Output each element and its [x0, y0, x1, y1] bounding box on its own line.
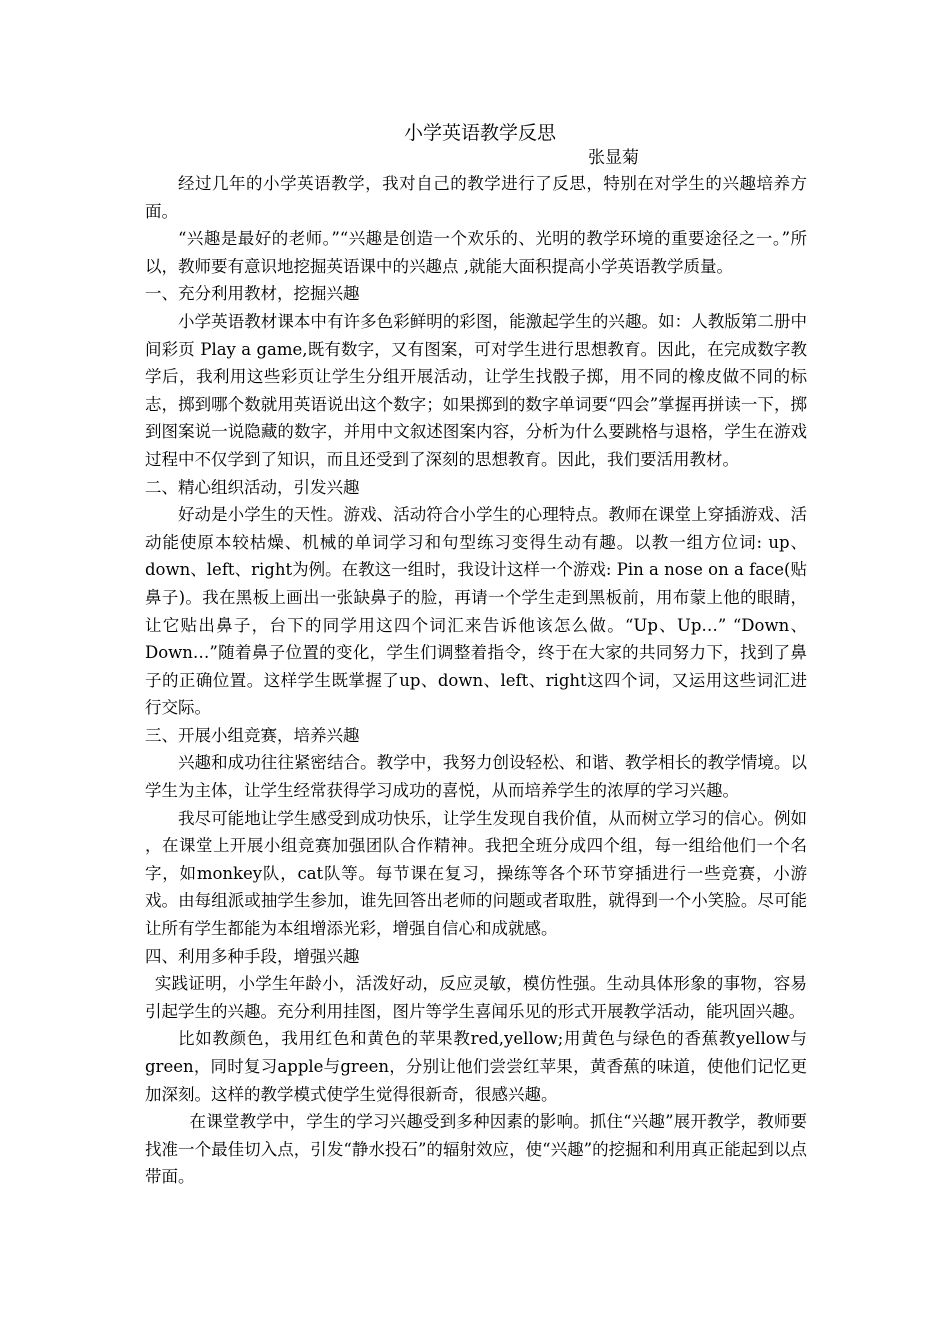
document-page: [145, 120, 807, 1191]
paragraph-section-2: 好动是小学生的天性。游戏、活动符合小学生的心理特点。教师在课堂上穿插游戏、活动能使原本较枯燥、机械的单词学习和句型练习变得生动有趣。以教一组方位词: up、down、left、right为例。在教这一组时，我设计这样一个游戏: Pin a nose on a face(贴鼻子)。我在黑板上画出一张缺鼻子的脸，再请一个学生走到黑板前，用布蒙上他的眼睛，让它贴出鼻子，台下的同学用这四个词汇来告诉他该怎么做。“Up、Up…” “Down、Down…”随着鼻子位置的变化，学生们调整着指令，终于在大家的共同努力下，找到了鼻子的正确位置。这样学生既掌握了up、down、left、right这四个词，又运用这些词汇进行交际。: [145, 505, 807, 718]
paragraph-section-4a: 实践证明，小学生年龄小，活泼好动，反应灵敏，模仿性强。生动具体形象的事物，容易引起学生的兴趣。充分利用挂图，图片等学生喜闻乐见的形式开展教学活动，能巩固兴趣。: [145, 974, 807, 1021]
document-title: 小学英语教学反思: [403, 122, 556, 144]
paragraph-intro: 经过几年的小学英语教学，我对自己的教学进行了反思，特别在对学生的兴趣培养方面。: [145, 174, 807, 221]
section-heading-3: 三、开展小组竞赛，培养兴趣: [145, 725, 360, 745]
section-heading-1: 一、充分利用教材，挖掘兴趣: [145, 284, 360, 304]
paragraph-quote: “兴趣是最好的老师。”“兴趣是创造一个欢乐的、光明的教学环境的重要途径之一。”所以，教师要有意识地挖掘英语课中的兴趣点 ,就能大面积提高小学英语教学质量。: [145, 229, 807, 276]
paragraph-section-1: 小学英语教材课本中有许多色彩鲜明的彩图，能激起学生的兴趣。如：人教版第二册中间彩页 Play a game,既有数字，又有图案，可对学生进行思想教育。因此，在完成数字教学后，我利用这些彩页让学生分组开展活动，让学生找骰子掷，用不同的橡皮做不同的标志，掷到哪个数就用英语说出这个数字；如果掷到的数字单词要“四会”掌握再拼读一下，掷到图案说一说隐藏的数字，并用中文叙述图案内容，分析为什么要跳格与退格，学生在游戏过程中不仅学到了知识，而且还受到了深刻的思想教育。因此，我们要活用教材。: [145, 311, 807, 469]
paragraph-section-3b: 我尽可能地让学生感受到成功快乐，让学生发现自我价值，从而树立学习的信心。例如 ，在课堂上开展小组竞赛加强团队合作精神。我把全班分成四个组，每一组给他们一个名字，如monkey队，cat队等。每节课在复习，操练等各个环节穿插进行一些竞赛，小游戏。由每组派或抽学生参加，谁先回答出老师的问题或者取胜，就得到一个小笑脸。尽可能让所有学生都能为本组增添光彩，增强自信心和成就感。: [145, 808, 807, 939]
document-author: 张显菊: [588, 148, 639, 168]
paragraph-conclusion: 在课堂教学中，学生的学习兴趣受到多种因素的影响。抓住“兴趣”展开教学，教师要找准一个最佳切入点，引发“静水投石”的辐射效应，使“兴趣”的挖掘和利用真正能起到以点带面。: [145, 1112, 807, 1187]
paragraph-section-4b: 比如教颜色，我用红色和黄色的苹果教red,yellow;用黄色与绿色的香蕉教yellow与green，同时复习apple与green，分别让他们尝尝红苹果，黄香蕉的味道，使他们记忆更加深刻。这样的教学模式使学生觉得很新奇，很感兴趣。: [145, 1029, 807, 1104]
section-heading-2: 二、精心组织活动，引发兴趣: [145, 477, 360, 497]
paragraph-section-3a: 兴趣和成功往往紧密结合。教学中，我努力创设轻松、和谐、教学相长的教学情境。以学生为主体，让学生经常获得学习成功的喜悦，从而培养学生的浓厚的学习兴趣。: [145, 753, 807, 801]
section-heading-4: 四、利用多种手段，增强兴趣: [145, 946, 360, 966]
